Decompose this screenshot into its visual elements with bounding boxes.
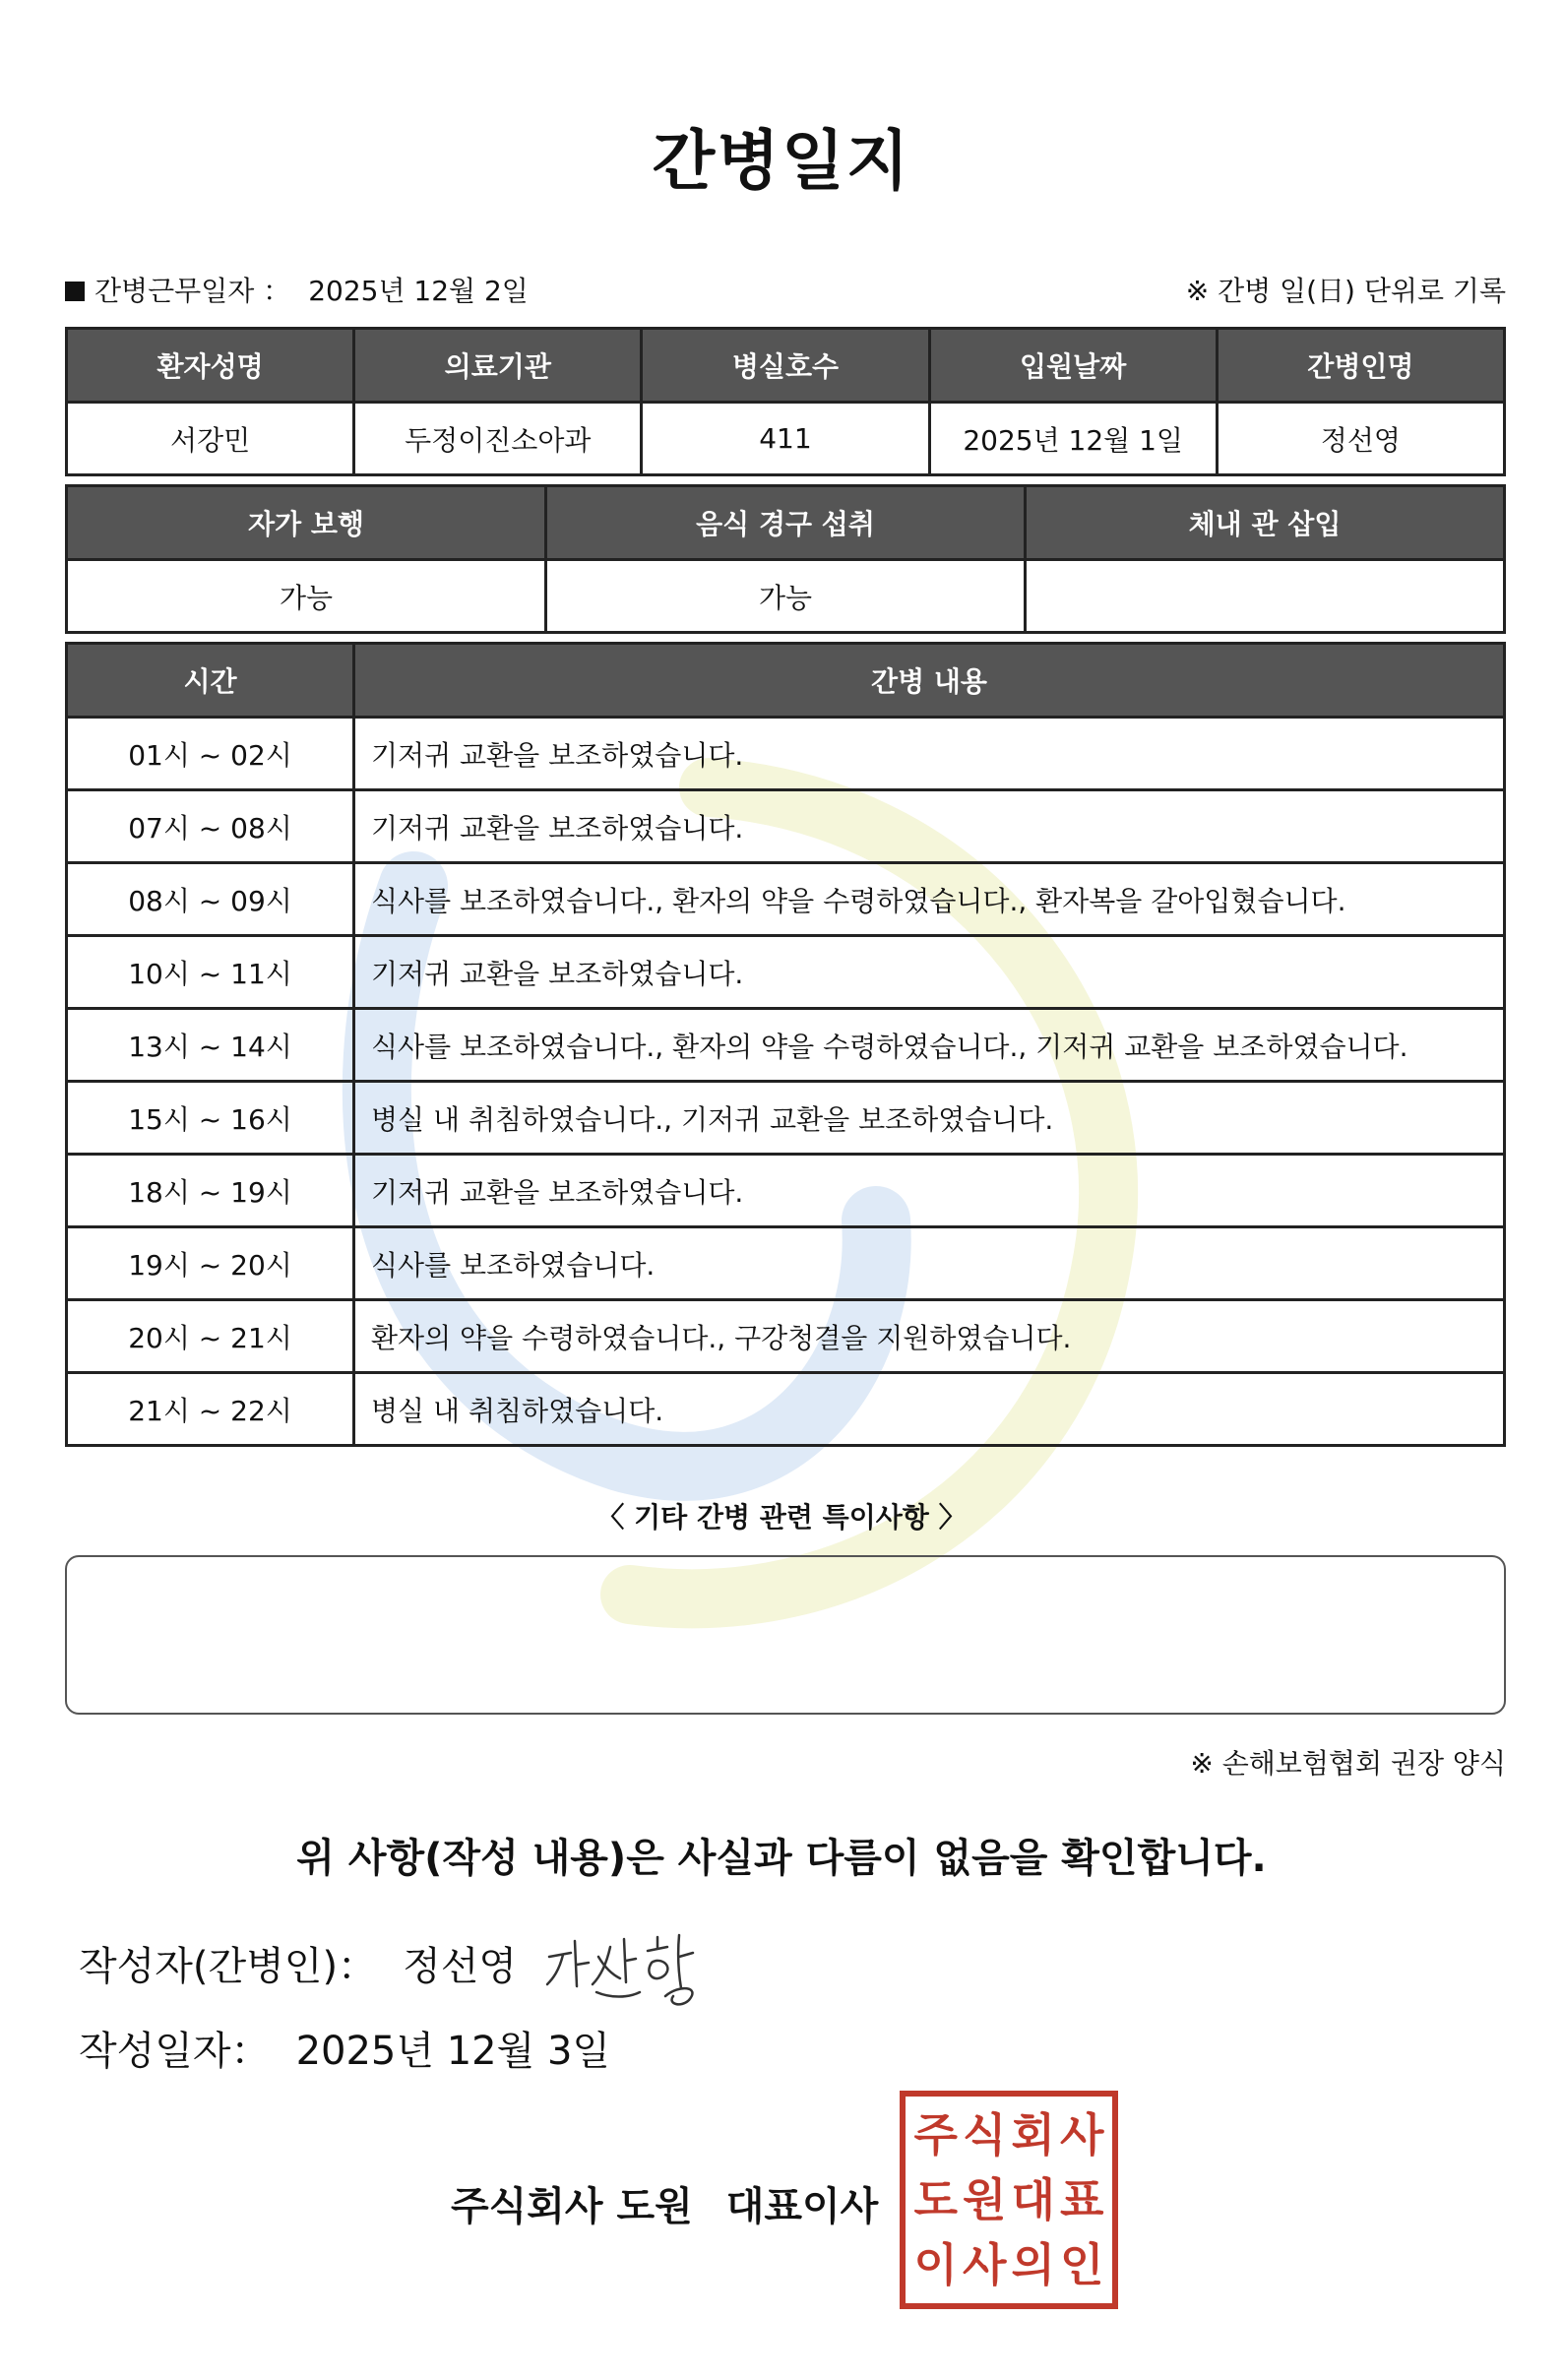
log-content: 기저귀 교환을 보조하였습니다. bbox=[354, 790, 1505, 863]
table-row bbox=[67, 1227, 1505, 1300]
log-time: 19시 ~ 20시 bbox=[67, 1227, 354, 1300]
table-row bbox=[67, 936, 1505, 1009]
hospital-value: 두정이진소아과 bbox=[354, 403, 642, 475]
info-header-row bbox=[67, 329, 1505, 403]
special-notes-heading: 〈 기타 간병 관련 특이사항 〉 bbox=[596, 1501, 967, 1534]
log-time: 10시 ~ 11시 bbox=[67, 936, 354, 1009]
seal-character: 사 bbox=[1060, 2108, 1104, 2161]
status-value-row bbox=[67, 560, 1505, 633]
written-date-label: 작성일자： bbox=[79, 2029, 271, 2074]
seal-character: 회 bbox=[1011, 2108, 1055, 2161]
seal-character: 대 bbox=[1011, 2173, 1055, 2226]
status-header-row bbox=[67, 486, 1505, 560]
log-time: 20시 ~ 21시 bbox=[67, 1300, 354, 1373]
writer-label: 작성자(간병인)： bbox=[79, 1944, 378, 1989]
log-content: 식사를 보조하였습니다. bbox=[354, 1227, 1505, 1300]
company-signoff bbox=[451, 2179, 878, 2234]
header-admission-date: 입원날짜 bbox=[929, 329, 1217, 403]
log-time: 15시 ~ 16시 bbox=[67, 1082, 354, 1155]
patient-name-value: 서강민 bbox=[67, 403, 354, 475]
table-row bbox=[67, 1009, 1505, 1082]
log-content: 환자의 약을 수령하였습니다., 구강청결을 지원하였습니다. bbox=[354, 1300, 1505, 1373]
log-time: 07시 ~ 08시 bbox=[67, 790, 354, 863]
seal-character: 표 bbox=[1060, 2173, 1104, 2226]
log-time: 21시 ~ 22시 bbox=[67, 1373, 354, 1446]
log-time: 18시 ~ 19시 bbox=[67, 1155, 354, 1227]
seal-characters bbox=[911, 2102, 1106, 2297]
table-row bbox=[67, 863, 1505, 936]
header-caregiver-name: 간병인명 bbox=[1217, 329, 1504, 403]
seal-character: 원 bbox=[963, 2173, 1007, 2226]
company-seal-stamp bbox=[900, 2091, 1118, 2309]
table-row bbox=[67, 718, 1505, 790]
log-content: 식사를 보조하였습니다., 환자의 약을 수령하였습니다., 환자복을 갈아입혔습니다. bbox=[354, 863, 1505, 936]
written-date-value: 2025년 12월 3일 bbox=[295, 2029, 611, 2074]
log-content: 기저귀 교환을 보조하였습니다. bbox=[354, 936, 1505, 1009]
log-content: 기저귀 교환을 보조하였습니다. bbox=[354, 718, 1505, 790]
work-date-line bbox=[65, 272, 529, 311]
company-name: 주식회사 도원 bbox=[451, 2184, 693, 2229]
caregiver-name-value: 정선영 bbox=[1217, 403, 1504, 475]
log-content: 병실 내 취침하였습니다., 기저귀 교환을 보조하였습니다. bbox=[354, 1082, 1505, 1155]
written-date-line bbox=[79, 2024, 610, 2079]
header-walking: 자가 보행 bbox=[67, 486, 546, 560]
header-patient-name: 환자성명 bbox=[67, 329, 354, 403]
form-source-note: ※ 손해보험협회 권장 양식 bbox=[1190, 1747, 1506, 1780]
square-bullet-icon bbox=[65, 282, 85, 301]
header-time: 시간 bbox=[67, 644, 354, 718]
log-content: 식사를 보조하였습니다., 환자의 약을 수령하였습니다., 기저귀 교환을 보조하였습니다. bbox=[354, 1009, 1505, 1082]
seal-character: 도 bbox=[913, 2173, 958, 2226]
table-row bbox=[67, 1300, 1505, 1373]
log-content: 기저귀 교환을 보조하였습니다. bbox=[354, 1155, 1505, 1227]
header-oral-intake: 음식 경구 섭취 bbox=[546, 486, 1026, 560]
walking-value: 가능 bbox=[67, 560, 546, 633]
table-row bbox=[67, 1082, 1505, 1155]
header-hospital: 의료기관 bbox=[354, 329, 642, 403]
work-date-label: 간병근무일자 ： bbox=[94, 275, 291, 307]
info-value-row bbox=[67, 403, 1505, 475]
patient-status-table bbox=[65, 484, 1506, 634]
patient-info-table bbox=[65, 327, 1506, 476]
seal-character: 사 bbox=[963, 2238, 1007, 2291]
work-date-value: 2025년 12월 2일 bbox=[308, 275, 529, 307]
room-number-value: 411 bbox=[642, 403, 929, 475]
log-time: 13시 ~ 14시 bbox=[67, 1009, 354, 1082]
seal-character: 식 bbox=[963, 2108, 1007, 2161]
table-row bbox=[67, 790, 1505, 863]
record-unit-note: ※ 간병 일(日) 단위로 기록 bbox=[1185, 275, 1506, 307]
admission-date-value: 2025년 12월 1일 bbox=[929, 403, 1217, 475]
writer-line bbox=[79, 1939, 517, 1994]
table-row bbox=[67, 1155, 1505, 1227]
oral-intake-value: 가능 bbox=[546, 560, 1026, 633]
header-room-number: 병실호수 bbox=[642, 329, 929, 403]
header-care-content: 간병 내용 bbox=[354, 644, 1505, 718]
table-row bbox=[67, 1373, 1505, 1446]
seal-character: 주 bbox=[913, 2108, 958, 2161]
handwritten-signature bbox=[541, 1927, 709, 2010]
seal-character: 인 bbox=[1060, 2238, 1104, 2291]
writer-name: 정선영 bbox=[403, 1944, 517, 1989]
log-time: 08시 ~ 09시 bbox=[67, 863, 354, 936]
page-title: 간병일지 bbox=[652, 123, 911, 199]
seal-character: 이 bbox=[913, 2238, 958, 2291]
confirmation-statement: 위 사항(작성 내용)은 사실과 다름이 없음을 확인합니다. bbox=[296, 1836, 1267, 1881]
seal-character: 의 bbox=[1011, 2238, 1055, 2291]
header-tube-insertion: 체내 관 삽입 bbox=[1026, 486, 1505, 560]
log-time: 01시 ~ 02시 bbox=[67, 718, 354, 790]
log-header-row bbox=[67, 644, 1505, 718]
tube-insertion-value bbox=[1026, 560, 1505, 633]
special-notes-box bbox=[65, 1555, 1506, 1715]
company-representative: 대표이사 bbox=[725, 2184, 879, 2229]
care-log-table bbox=[65, 642, 1506, 1447]
log-content: 병실 내 취침하였습니다. bbox=[354, 1373, 1505, 1446]
